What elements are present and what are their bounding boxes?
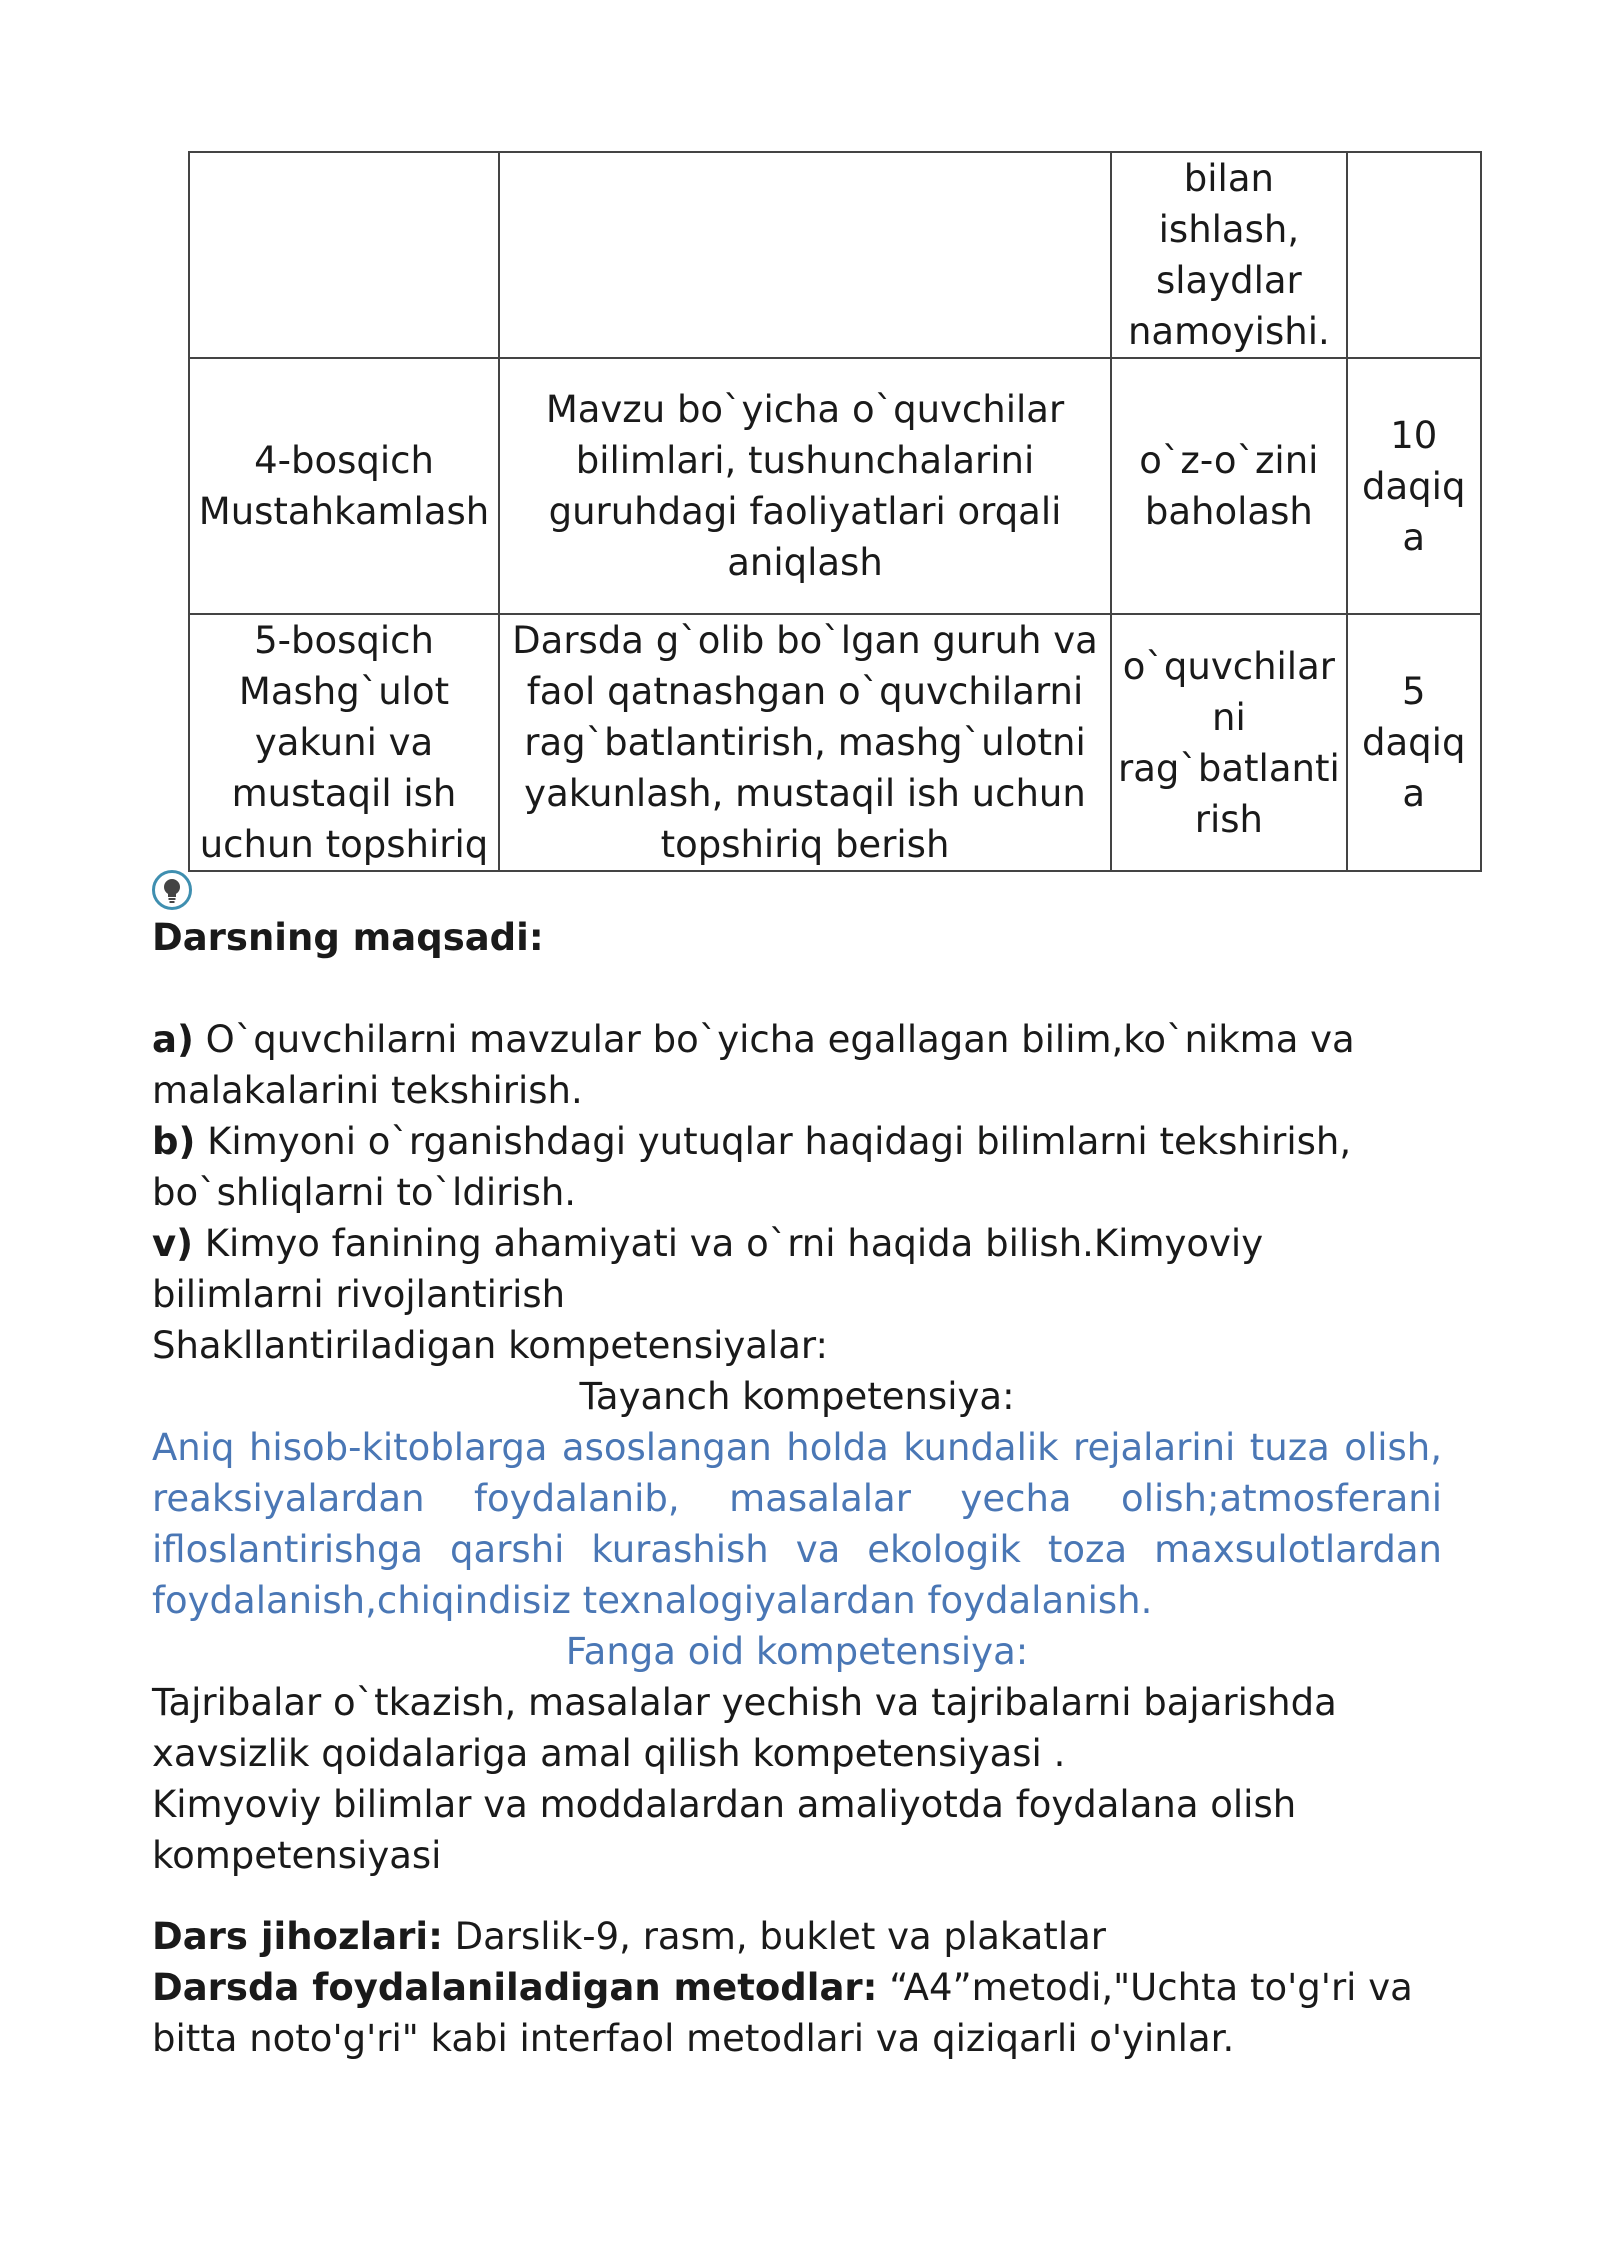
- subject-competency-text: Tajribalar o`tkazish, masalalar yechish va tajribalarni bajarishda xavsizlik qoidalariga amal qilish kompetensiyasi .: [152, 1681, 1337, 1775]
- goal-item: [152, 1218, 1442, 1320]
- core-competency-line: ifloslantirishga qarshi kurashish va ekologik toza maxsulotlardan: [152, 1528, 1442, 1571]
- equipment-line: [152, 1911, 1442, 1962]
- goal-label: b): [152, 1120, 196, 1163]
- methods-line: [152, 1962, 1442, 2064]
- lightbulb-icon: [152, 870, 192, 910]
- goal-label: v): [152, 1222, 194, 1265]
- subject-competency-text: Kimyoviy bilimlar va moddalardan amaliyotda foydalana olish kompetensiyasi: [152, 1783, 1297, 1877]
- methods-value: “A4”metodi,"Uchta to'g'ri va bitta noto'g'ri" kabi interfaol metodlari va qiziqarli o'yinlar.: [152, 1966, 1413, 2060]
- time-cell: 10 daqiq a: [1347, 358, 1481, 614]
- method-cell: o`quvchilar ni rag`batlanti rish: [1111, 614, 1347, 871]
- equipment-value: Darslik-9, rasm, buklet va plakatlar: [442, 1915, 1106, 1958]
- activity-cell: Mavzu bo`yicha o`quvchilar bilimlari, tushunchalarini guruhdagi faoliyatlari orqali aniqlash: [499, 358, 1111, 614]
- table-row: [189, 614, 1481, 871]
- core-competency-line: Aniq hisob-kitoblarga asoslangan holda kundalik rejalarini tuza olish,: [152, 1426, 1442, 1469]
- table-row: [189, 358, 1481, 614]
- method-cell: o`z-o`zini baholash: [1111, 358, 1347, 614]
- competencies-heading: Shakllantiriladigan kompetensiyalar:: [152, 1324, 828, 1367]
- method-cell: bilan ishlash, slaydlar namoyishi.: [1111, 152, 1347, 358]
- goal-text: Kimyo fanining ahamiyati va o`rni haqida bilish.Kimyoviy bilimlarni rivojlantirish: [152, 1222, 1264, 1316]
- core-competency-line: reaksiyalardan foydalanib, masalalar yecha olish;atmosferani: [152, 1477, 1442, 1520]
- core-competency-text: [152, 1422, 1442, 1626]
- table-row: [189, 152, 1481, 358]
- stage-cell: 4-bosqich Mustahkamlash: [189, 358, 499, 614]
- activity-cell: [499, 152, 1111, 358]
- stage-cell: [189, 152, 499, 358]
- goal-item: [152, 1116, 1442, 1218]
- core-competency-line: foydalanish,chiqindisiz texnalogiyalardan foydalanish.: [152, 1579, 1153, 1622]
- equipment-label: Dars jihozlari:: [152, 1915, 443, 1958]
- goal-label: a): [152, 1018, 194, 1061]
- goal-heading: Darsning maqsadi:: [152, 916, 544, 959]
- time-cell: [1347, 152, 1481, 358]
- goal-text: O`quvchilarni mavzular bo`yicha egallagan bilim,ko`nikma va malakalarini tekshirish.: [152, 1018, 1355, 1112]
- lesson-plan-table: [188, 151, 1482, 872]
- core-competency-title: Tayanch kompetensiya:: [579, 1375, 1015, 1418]
- goal-item: [152, 1014, 1442, 1116]
- subject-competency-title: Fanga oid kompetensiya:: [565, 1630, 1029, 1673]
- methods-label: Darsda foydalaniladigan metodlar:: [152, 1966, 878, 2009]
- time-cell: 5 daqiq a: [1347, 614, 1481, 871]
- goal-text: Kimyoni o`rganishdagi yutuqlar haqidagi bilimlarni tekshirish, bo`shliqlarni to`ldirish.: [152, 1120, 1352, 1214]
- lesson-content: [152, 912, 1442, 2064]
- stage-cell: 5-bosqich Mashg`ulot yakuni va mustaqil ish uchun topshiriq: [189, 614, 499, 871]
- activity-cell: Darsda g`olib bo`lgan guruh va faol qatnashgan o`quvchilarni rag`batlantirish, mashg`ulotni yakunlash, mustaqil ish uchun topshiriq berish: [499, 614, 1111, 871]
